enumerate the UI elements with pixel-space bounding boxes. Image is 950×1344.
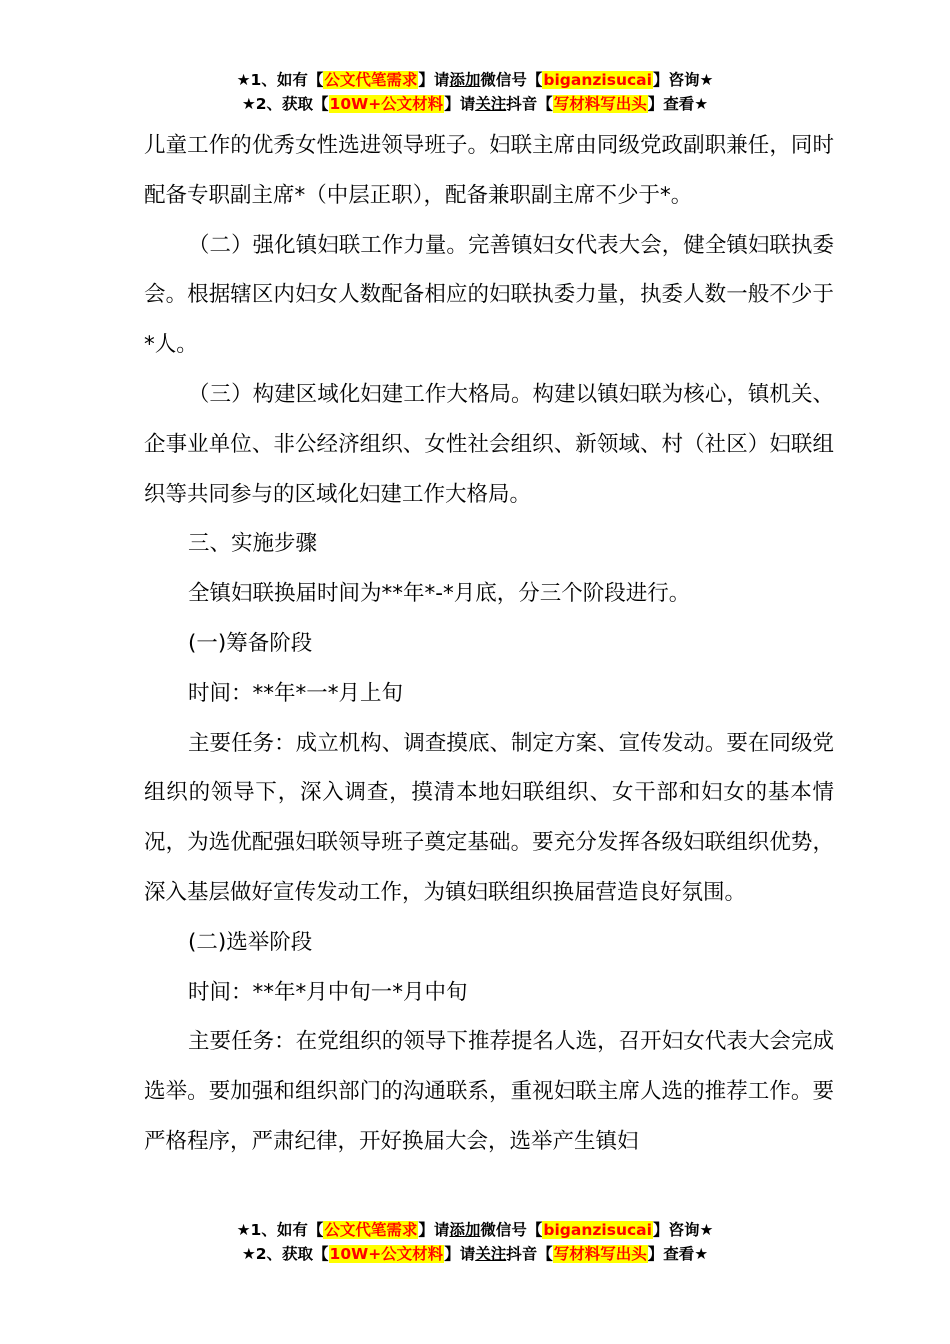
banner-line-1 [0, 68, 950, 92]
election-tasks: 主要任务：在党组织的领导下推荐提名人选，召开妇女代表大会完成选举。要加强和组织部门的沟通联系，重视妇联主席人选的推荐工作。要严格程序，严肃纪律，开好换届大会，选举产生镇妇 [144, 1029, 834, 1154]
section-heading-implementation-steps: 三、实施步骤 [188, 531, 318, 557]
banner-text: 微信号【 [480, 71, 543, 89]
banner-text: 】请 [418, 71, 450, 89]
subheading-preparation-stage: (一)筹备阶段 [188, 630, 313, 656]
paragraph-regional-framework: （三）构建区域化妇建工作大格局。构建以镇妇联为核心，镇机关、企事业单位、非公经济组织、女性社会组织、新领域、村（社区）妇联组织等共同参与的区域化妇建工作大格局。 [144, 381, 834, 507]
banner-text: ★1、如有【 [236, 71, 324, 89]
banner-text: 】查看★ [647, 1245, 709, 1263]
banner-text: 】请 [444, 1245, 476, 1263]
banner-line-2 [0, 92, 950, 116]
banner-line-1 [0, 1218, 950, 1242]
banner-text: 微信号【 [480, 1221, 543, 1239]
header-banner [0, 68, 950, 116]
paragraph-timeline-overview: 全镇妇联换届时间为**年*-*月底，分三个阶段进行。 [188, 581, 691, 607]
banner-text: 】咨询★ [652, 71, 714, 89]
banner-underline-follow: 关注 [475, 1245, 507, 1263]
banner-highlight-account: 写材料写出头 [553, 95, 647, 113]
banner-text: ★2、获取【 [241, 1245, 329, 1263]
banner-text: ★2、获取【 [241, 95, 329, 113]
banner-underline-add: 添加 [449, 71, 481, 89]
banner-text: 】查看★ [647, 95, 709, 113]
election-time: 时间：**年*月中旬一*月中旬 [188, 979, 468, 1005]
banner-text: ★1、如有【 [236, 1221, 324, 1239]
preparation-time: 时间：**年*一*月上旬 [188, 680, 404, 706]
banner-highlight-materials: 10W+公文材料 [329, 95, 444, 113]
document-body [144, 121, 834, 1167]
banner-highlight-service: 公文代笔需求 [324, 71, 418, 89]
banner-text: 】咨询★ [652, 1221, 714, 1239]
subheading-election-stage: (二)选举阶段 [188, 929, 313, 955]
banner-line-2 [0, 1242, 950, 1266]
banner-text: 】请 [418, 1221, 450, 1239]
paragraph-continuation: 儿童工作的优秀女性选进领导班子。妇联主席由同级党政副职兼任，同时配备专职副主席*（中层正职），配备兼职副主席不少于*。 [144, 133, 834, 208]
banner-underline-follow: 关注 [475, 95, 507, 113]
banner-highlight-wechat-id: biganzisucai [543, 71, 652, 89]
banner-highlight-materials: 10W+公文材料 [329, 1245, 444, 1263]
banner-highlight-service: 公文代笔需求 [324, 1221, 418, 1239]
footer-banner [0, 1218, 950, 1266]
banner-underline-add: 添加 [449, 1221, 481, 1239]
banner-text: 】请 [444, 95, 476, 113]
preparation-tasks: 主要任务：成立机构、调查摸底、制定方案、宣传发动。要在同级党组织的领导下，深入调查，摸清本地妇联组织、女干部和妇女的基本情况，为选优配强妇联领导班子奠定基础。要充分发挥各级妇联组织优势，深入基层做好宣传发动工作，为镇妇联组织换届营造良好氛围。 [144, 730, 834, 905]
banner-highlight-account: 写材料写出头 [553, 1245, 647, 1263]
paragraph-strengthen-town-federation: （二）强化镇妇联工作力量。完善镇妇女代表大会，健全镇妇联执委会。根据辖区内妇女人数配备相应的妇联执委力量，执委人数一般不少于*人。 [144, 232, 834, 358]
banner-text: 抖音【 [506, 1245, 553, 1263]
banner-highlight-wechat-id: biganzisucai [543, 1221, 652, 1239]
banner-text: 抖音【 [506, 95, 553, 113]
